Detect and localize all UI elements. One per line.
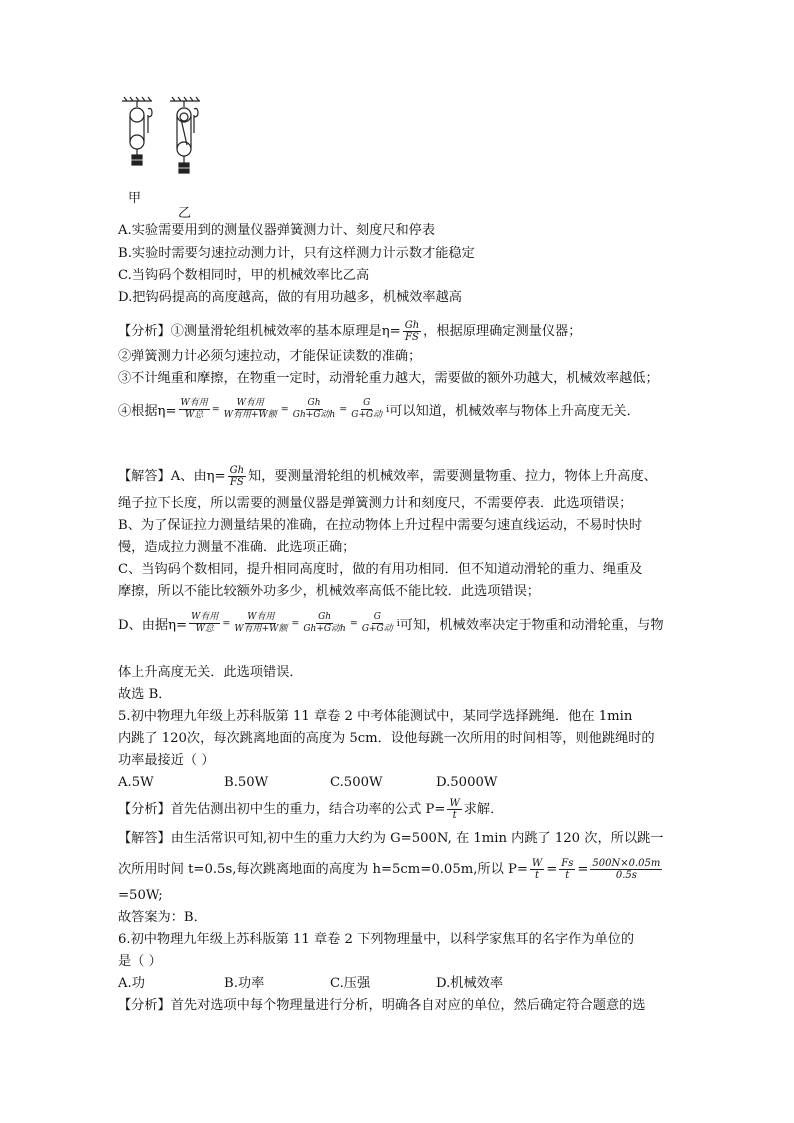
q5-answer-2 — [118, 858, 664, 881]
q4-answer-c2: 摩擦，所以不能比较额外功多少，机械效率高低不能比较．此选项错误； — [118, 584, 540, 599]
q6-option-d: D.机械效率 — [436, 976, 504, 991]
q6-line-1: 6.初中物理九年级上苏科版第 11 章卷 2 下列物理量中，以科学家焦耳的名字作为单位的 — [118, 932, 635, 947]
q5-line-1: 5.初中物理九年级上苏科版第 11 章卷 2 中考体能测试中，某同学选择跳绳．他在 1min — [118, 709, 633, 724]
frac-num: W — [449, 798, 460, 809]
figure-label-yi: 乙 — [178, 206, 192, 221]
frac-den: W有用+W额 — [234, 624, 288, 634]
efficiency-fraction — [228, 465, 246, 488]
formula-frac-1 — [179, 398, 210, 421]
q4-analysis-line-3: ③不计绳重和摩擦，在物重一定时，动滑轮重力越大，需要做的额外功越大，机械效率越低； — [118, 371, 659, 386]
frac-den: W有用+W额 — [223, 410, 277, 420]
answer-d-pre: D、由据η= — [118, 618, 188, 633]
frac-num: 500N×0.05m — [592, 858, 661, 869]
formula-eq: = — [349, 618, 358, 629]
formula-tail: i — [396, 618, 400, 629]
q4-choose: 故选 B． — [118, 687, 172, 702]
frac-den: 0.5s — [615, 870, 637, 881]
q5-analysis — [118, 798, 503, 821]
q6-option-b: B.功率 — [224, 976, 265, 991]
formula-frac-3 — [301, 612, 348, 635]
q5-option-c: C.500W — [330, 775, 383, 790]
q4-answer-a — [118, 465, 657, 488]
q4-option-d: D.把钩码提高的高度越高，做的有用功越多，机械效率越高 — [118, 290, 462, 305]
q5-analysis-pre: 【分析】首先估测出初中生的重力，结合功率的公式 P= — [118, 802, 446, 817]
q4-analysis-line-1 — [118, 320, 581, 343]
formula-eq: = — [339, 404, 348, 415]
q5-option-d: D.5000W — [436, 775, 498, 790]
power-fraction — [559, 858, 575, 881]
formula-eq: = — [577, 862, 589, 877]
frac-num: Gh — [307, 398, 321, 408]
q5-option-a: A.5W — [118, 775, 154, 790]
q6-option-a: A.功 — [118, 976, 145, 991]
q4-analysis-line-2: ②弹簧测力计必须匀速拉动，才能保证读数的准确； — [118, 349, 422, 364]
frac-num: Gh — [404, 320, 420, 331]
power-fraction — [590, 858, 662, 881]
formula-frac-2 — [232, 612, 289, 635]
frac-den: G+G动 — [361, 624, 393, 634]
formula-frac-4 — [360, 612, 395, 635]
frac-num: Gh — [318, 612, 332, 622]
q5-answer-4: 故答案为：B． — [118, 910, 207, 925]
formula-eq: = — [222, 618, 231, 629]
formula-frac-3 — [291, 398, 338, 421]
q5-option-b: B.50W — [224, 775, 269, 790]
q5-answer-1: 【解答】由生活常识可知,初中生的重力大约为 G=500N, 在 1min 内跳了 120 次，所以跳一 — [118, 831, 664, 846]
analysis-1-pre: 【分析】①测量滑轮组机械效率的基本原理是η= — [118, 324, 401, 339]
power-fraction — [530, 858, 544, 881]
frac-num: W — [531, 858, 543, 869]
q4-answer-b2: 慢，造成拉力测量不准确．此选项正确； — [118, 540, 356, 555]
pulley-figure — [118, 95, 208, 220]
frac-den: FS — [229, 477, 244, 488]
q5-answer-2-pre: 次所用时间 t=0.5s,每次跳离地面的高度为 h=5cm=0.05m,所以 P= — [118, 862, 528, 877]
frac-den: t — [535, 870, 540, 881]
frac-den: t — [452, 810, 457, 821]
formula-frac-2 — [222, 398, 279, 421]
q4-answer-d — [118, 612, 664, 635]
q4-option-a: A.实验需要用到的测量仪器弹簧测力计、刻度尺和停表 — [118, 223, 436, 238]
q6-options — [118, 975, 542, 992]
figure-label-jia: 甲 — [128, 191, 142, 206]
frac-den: W总 — [195, 624, 214, 634]
frac-den: Gh+G动h — [303, 624, 346, 634]
frac-num: W有用 — [180, 398, 208, 408]
formula-frac-4 — [349, 398, 384, 421]
frac-num: W有用 — [191, 612, 219, 622]
analysis-4-pre: ④根据η= — [118, 404, 177, 419]
power-fraction — [447, 798, 461, 821]
efficiency-fraction — [403, 320, 421, 343]
analysis-4-post: 可以知道，机械效率与物体上升高度无关． — [389, 404, 640, 419]
frac-den: W总 — [185, 410, 204, 420]
frac-num: Fs — [561, 858, 574, 869]
formula-tail: i — [386, 404, 390, 415]
formula-eq: = — [280, 404, 289, 415]
formula-eq: = — [546, 862, 558, 877]
q5-analysis-post: 求解． — [463, 802, 504, 817]
q6-analysis: 【分析】首先对选项中每个物理量进行分析，明确各自对应的单位，然后确定符合题意的选 — [118, 998, 646, 1013]
analysis-1-post: ，根据原理确定测量仪器； — [423, 324, 582, 339]
answer-a-post: 知，要测量滑轮组的机械效率，需要测量物重、拉力，物体上升高度、 — [248, 469, 657, 484]
frac-den: G+G动 — [351, 410, 383, 420]
frac-num: Gh — [229, 465, 245, 476]
q6-line-2: 是（ ） — [118, 954, 162, 969]
frac-num: W有用 — [247, 612, 275, 622]
frac-den: t — [565, 870, 570, 881]
frac-den: FS — [405, 332, 419, 343]
q4-option-c: C.当钩码个数相同时，甲的机械效率比乙高 — [118, 268, 370, 283]
formula-eq: = — [291, 618, 300, 629]
frac-den: Gh+G动h — [292, 410, 336, 420]
q5-options — [118, 774, 542, 791]
q4-answer-d2: 体上升高度无关．此选项错误． — [118, 665, 303, 680]
frac-num: W有用 — [236, 398, 264, 408]
q4-option-b: B.实验时需要匀速拉动测力计，只有这样测力计示数才能稳定 — [118, 246, 475, 261]
answer-d-post: 可知，机械效率决定于物重和动滑轮重，与物 — [399, 618, 664, 633]
q4-answer-b1: B、为了保证拉力测量结果的准确，在拉动物体上升过程中需要匀速直线运动，不易时快时 — [118, 518, 642, 533]
formula-frac-1 — [189, 612, 220, 635]
q6-option-c: C.压强 — [330, 976, 371, 991]
q4-answer-c1: C、当钩码个数相同，提升相同高度时，做的有用功相同．但不知道动滑轮的重力、绳重及 — [118, 562, 643, 577]
q5-line-3: 功率最接近（ ） — [118, 753, 215, 768]
answer-a-pre: 【解答】A、由η= — [118, 469, 226, 484]
frac-num: G — [373, 612, 381, 622]
q5-line-2: 内跳了 120次，每次跳离地面的高度为 5cm．设他每跳一次所用的时间相等，则他跳绳时的 — [118, 731, 655, 746]
q4-answer-a2: 绳子拉下长度，所以需要的测量仪器是弹簧测力计和刻度尺，不需要停表．此选项错误； — [118, 496, 633, 511]
q5-answer-3: =50W; — [118, 888, 163, 903]
frac-num: G — [363, 398, 371, 408]
q4-analysis-line-4 — [118, 398, 640, 421]
formula-eq: = — [211, 404, 220, 415]
